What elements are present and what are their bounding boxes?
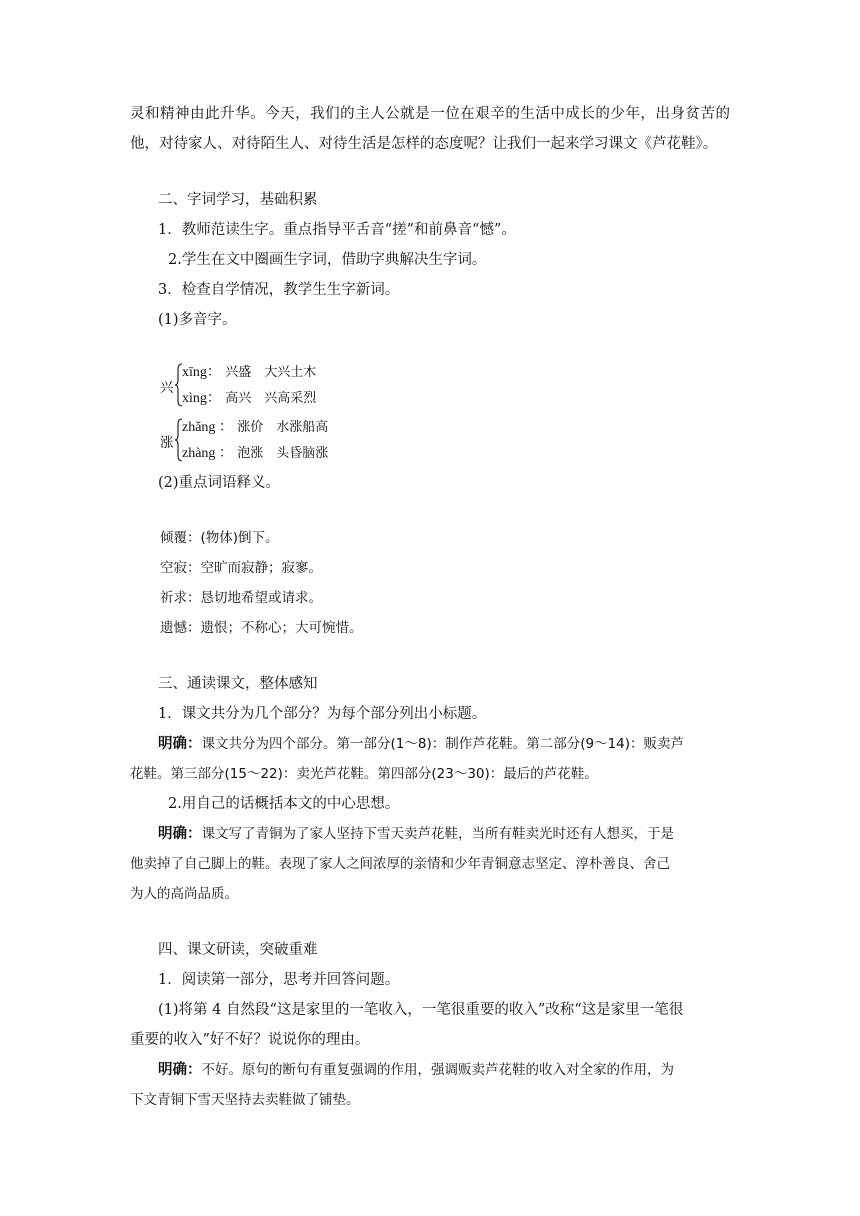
answer-line — [158, 824, 730, 844]
pinyin: zhàng ： — [182, 446, 233, 461]
answer-line: 花鞋。第三部分(15～22)：卖光芦花鞋。第四部分(23～30)：最后的芦花鞋。 — [130, 766, 598, 782]
pinyin: xìng： — [182, 391, 221, 406]
answer-label: 明确： — [158, 735, 202, 752]
polyphone-char: 涨 — [160, 435, 174, 451]
polyphone-char: 兴 — [160, 380, 174, 396]
paragraph-line: (1)多音字。 — [158, 312, 237, 328]
paragraph-line: 重要的收入”好不好？说说你的理由。 — [130, 1032, 370, 1048]
pinyin: xīng： — [182, 365, 221, 380]
pinyin: zhǎng ： — [182, 420, 233, 435]
answer-text: 课文共分为四个部分。第一部分(1～8)：制作芦花鞋。第二部分(9～14)：贩卖芦 — [201, 736, 685, 752]
definition-line: 祈求：恳切地希望或请求。 — [160, 590, 322, 606]
paragraph-line: 2.学生在文中圈画生字词，借助字典解决生字词。 — [168, 252, 487, 268]
paragraph-line: 1．课文共分为几个部分？为每个部分列出小标题。 — [158, 706, 487, 722]
paragraph-line: 1．教师范读生字。重点指导平舌音“搓”和前鼻音“憾”。 — [158, 222, 516, 238]
definition-line: 空寂：空旷而寂静；寂寥。 — [160, 560, 322, 576]
reading-row — [182, 443, 328, 464]
paragraph-line: 他，对待家人、对待陌生人、对待生活是怎样的态度呢？让我们一起来学习课文《芦花鞋》。 — [130, 136, 718, 152]
reading-row — [182, 362, 316, 383]
paragraph-line: (2)重点词语释义。 — [158, 475, 281, 491]
section-heading: 二、字词学习，基础积累 — [158, 192, 318, 208]
reading-row — [182, 417, 328, 438]
answer-text: 课文写了青铜为了家人坚持下雪天卖芦花鞋，当所有鞋卖光时还有人想买，于是 — [201, 826, 674, 842]
answer-line — [158, 1060, 730, 1080]
answer-line: 下文青铜下雪天坚持去卖鞋做了铺垫。 — [130, 1092, 360, 1108]
answer-line — [158, 734, 730, 754]
answer-line: 他卖掉了自己脚上的鞋。表现了家人之间浓厚的亲情和少年青铜意志坚定、淳朴善良、舍己 — [130, 856, 670, 872]
paragraph-line: (1)将第 4 自然段“这是家里的一笔收入，一笔很重要的收入”改称“这是家里一笔很 — [158, 1002, 684, 1018]
example-words: 兴盛 大兴土木 — [225, 365, 317, 380]
answer-line: 为人的高尚品质。 — [130, 886, 238, 902]
answer-label: 明确： — [158, 825, 202, 842]
paragraph-line: 2.用自己的话概括本文的中心思想。 — [168, 796, 400, 812]
reading-row — [182, 388, 316, 409]
section-heading: 三、通读课文，整体感知 — [158, 676, 318, 692]
answer-text: 不好。原句的断句有重复强调的作用，强调贩卖芦花鞋的收入对全家的作用，为 — [201, 1062, 674, 1078]
paragraph-line: 3．检查自学情况，教学生生字新词。 — [158, 282, 400, 298]
paragraph-line: 1．阅读第一部分，思考并回答问题。 — [158, 972, 400, 988]
definition-line: 遗憾：遗恨；不称心；大可惋惜。 — [160, 620, 363, 636]
example-words: 涨价 水涨船高 — [237, 420, 329, 435]
section-heading: 四、课文研读，突破重难 — [158, 942, 318, 958]
example-words: 高兴 兴高采烈 — [225, 391, 317, 406]
answer-label: 明确： — [158, 1061, 202, 1078]
paragraph-line: 灵和精神由此升华。今天，我们的主人公就是一位在艰辛的生活中成长的少年，出身贫苦的 — [130, 106, 730, 122]
definition-line: 倾覆：(物体)倒下。 — [160, 530, 279, 546]
example-words: 泡涨 头昏脑涨 — [237, 446, 329, 461]
